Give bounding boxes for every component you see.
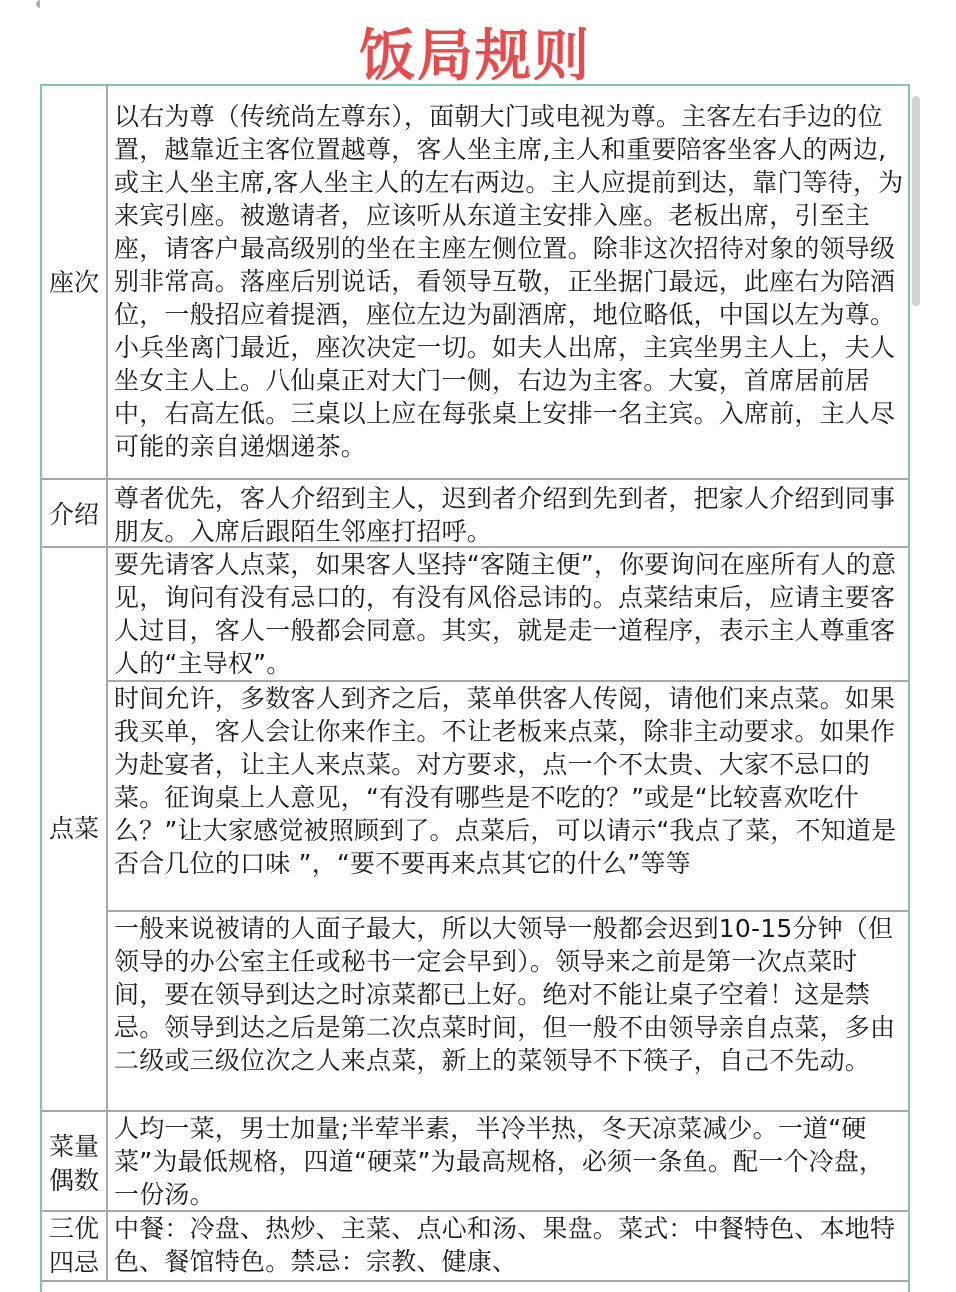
section-label-three-four-line2: 四忌 <box>48 1248 99 1277</box>
section-text-seating: 以右为尊（传统尚左尊东），面朝大门或电视为尊。主客左右手边的位置，越靠近主客位置越尊，客人坐主席,主人和重要陪客坐客人的两边,或主人坐主席,客人坐主人的左右两边。主人应提前到达，靠门等待，为来宾引座。被邀请者，应该听从东道主安排入座。老板出席，引至主座，请客户最高级别的坐在主座左侧位置。除非这次招待对象的领导级别非常高。落座后别说话，看领导互敬，正坐据门最远，此座右为陪酒位，一般招应着提酒，座位左边为副酒席，地位略低，中国以左为尊。小兵坐离门最近，座次决定一切。如夫人出席，主宾坐男主人上，夫人坐女主人上。八仙桌正对大门一侧，右边为主客。大宴，首席居前居中，右高左低。三桌以上应在每张桌上安排一名主宾。入席前，主人尽可能的亲自递烟递茶。 <box>114 102 904 461</box>
section-label-ordering: 点菜 <box>48 814 99 843</box>
page-title: 饭局规则 <box>359 24 591 89</box>
section-quantity <box>42 1112 908 1210</box>
section-text-ordering-1: 要先请客人点菜，如果客人坚持“客随主便”，你要询问在座所有人的意见，询问有没有忌口的，有没有风俗忌讳的。点菜结束后，应请主要客人过目，客人一般都会同意。其实，就是走一道程序，表示主人尊重客人的“主导权”。 <box>114 550 897 678</box>
section-label-seating: 座次 <box>48 268 99 297</box>
section-intro <box>42 480 908 546</box>
row-divider <box>42 1280 908 1282</box>
section-seating <box>42 84 908 480</box>
section-label-three-four-line1: 三优 <box>48 1214 99 1243</box>
section-label-quantity <box>42 1130 106 1198</box>
sub-row-divider <box>106 910 908 912</box>
section-three-four <box>42 1212 908 1280</box>
section-text-quantity: 人均一菜，男士加量;半荤半素，半冷半热，冬天凉菜减少。一道“硬菜”为最低规格，四道“硬菜”为最高规格，必须一条鱼。配一个冷盘，一份汤。 <box>114 1114 885 1209</box>
section-label-quantity-line1: 菜量 <box>48 1132 99 1161</box>
section-text-intro: 尊者优先，客人介绍到主人，迟到者介绍到先到者，把家人介绍到同事朋友。入席后跟陌生邻座打招呼。 <box>114 484 896 546</box>
title-banner <box>40 0 910 89</box>
section-label-intro: 介绍 <box>48 500 99 529</box>
page-right-border <box>908 0 910 1292</box>
section-label-quantity-line2: 偶数 <box>48 1166 99 1195</box>
section-label-three-four <box>42 1212 106 1280</box>
section-text-ordering-3: 一般来说被请的人面子最大，所以大领导一般都会迟到10-15分钟（但领导的办公室主任或秘书一定会早到）。领导来之前是第一次点菜时间，要在领导到达之时凉菜都已上好。绝对不能让桌子空着！这是禁忌。领导到达之后是第二次点菜时间，但一般不由领导亲自点菜，多由二级或三级位次之人来点菜，新上的菜领导不下筷子，自己不先动。 <box>114 914 896 1075</box>
scrollbar-thumb[interactable] <box>912 96 920 306</box>
section-text-ordering-2: 时间允许，多数客人到齐之后，菜单供客人传阅，请他们来点菜。如果我买单，客人会让你来作主。不让老板来点菜，除非主动要求。如果作为赴宴者，让主人来点菜。对方要求，点一个不太贵、大家不忌口的菜。征询桌上人意见，“有没有哪些是不吃的？”或是“比较喜欢吃什么？”让大家感觉被照顾到了。点菜后，可以请示“我点了菜，不知道是否合几位的口味 ”，“要不要再来点其它的什么”等等 <box>114 684 897 878</box>
section-text-three-four: 中餐：冷盘、热炒、主菜、点心和汤、果盘。菜式：中餐特色、本地特色、餐馆特色。禁忌：宗教、健康、 <box>114 1214 896 1276</box>
sub-row-divider <box>106 680 908 682</box>
section-ordering <box>42 548 908 1110</box>
